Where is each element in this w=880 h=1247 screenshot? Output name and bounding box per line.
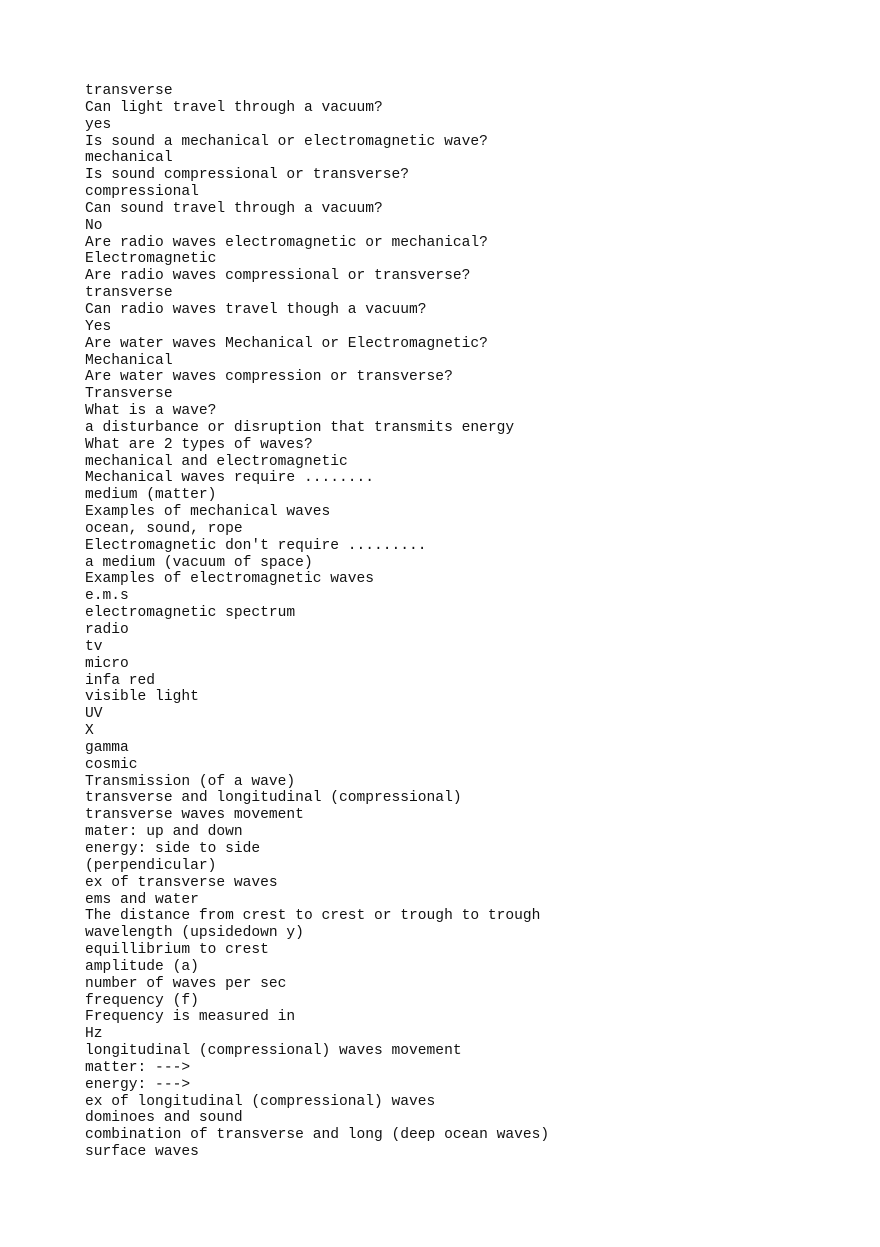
text-line: Transmission (of a wave) [85, 773, 296, 790]
text-line: Are water waves compression or transverse? [85, 369, 453, 386]
text-line: longitudinal (compressional) waves movement [85, 1043, 462, 1060]
text-line: Frequency is measured in [85, 1009, 296, 1026]
text-line: The distance from crest to crest or trough to trough [85, 908, 541, 925]
text-line: tv [85, 638, 103, 655]
text-line: medium (matter) [85, 487, 217, 504]
text-line: (perpendicular) [85, 857, 217, 874]
text-line: ems and water [85, 891, 199, 908]
text-line: energy: ---> [85, 1076, 191, 1093]
text-line: transverse waves movement [85, 807, 304, 824]
text-line: No [85, 217, 103, 234]
text-line: ex of longitudinal (compressional) waves [85, 1093, 436, 1110]
text-line: Can light travel through a vacuum? [85, 99, 383, 116]
text-line: X [85, 723, 94, 740]
text-line: Hz [85, 1026, 103, 1043]
text-line: ex of transverse waves [85, 874, 278, 891]
text-line: yes [85, 116, 112, 133]
text-line: Mechanical [85, 352, 173, 369]
text-line: transverse and longitudinal (compressional) [85, 790, 462, 807]
text-line: cosmic [85, 756, 138, 773]
text-line: Examples of mechanical waves [85, 504, 331, 521]
text-line: compressional [85, 184, 199, 201]
text-line: e.m.s [85, 588, 129, 605]
text-line: combination of transverse and long (deep ocean waves) [85, 1127, 550, 1144]
document-text [85, 83, 865, 1161]
text-line: UV [85, 706, 103, 723]
text-line: Is sound a mechanical or electromagnetic wave? [85, 133, 488, 150]
text-line: What are 2 types of waves? [85, 436, 313, 453]
text-line: infa red [85, 672, 156, 689]
text-line: Is sound compressional or transverse? [85, 167, 410, 184]
text-line: gamma [85, 739, 129, 756]
text-line: frequency (f) [85, 992, 199, 1009]
text-line: mechanical and electromagnetic [85, 453, 348, 470]
text-line: a disturbance or disruption that transmits energy [85, 419, 515, 436]
text-line: Can radio waves travel though a vacuum? [85, 301, 427, 318]
text-line: transverse [85, 83, 173, 99]
text-line: surface waves [85, 1144, 199, 1161]
text-line: mater: up and down [85, 824, 243, 841]
text-line: transverse [85, 285, 173, 302]
text-line: amplitude (a) [85, 958, 199, 975]
text-line: radio [85, 622, 129, 638]
text-line: Electromagnetic [85, 251, 217, 268]
text-line: Mechanical waves require ........ [85, 470, 375, 487]
text-line: Electromagnetic don't require ......... [85, 537, 427, 554]
text-line: electromagnetic spectrum [85, 605, 296, 622]
text-line: a medium (vacuum of space) [85, 554, 313, 571]
text-line: Are radio waves compressional or transverse? [85, 268, 471, 285]
text-line: number of waves per sec [85, 975, 287, 992]
text-line: ocean, sound, rope [85, 520, 243, 537]
text-line: Can sound travel through a vacuum? [85, 200, 383, 217]
text-line: mechanical [85, 150, 173, 167]
text-line: Yes [85, 318, 112, 335]
text-line: equillibrium to crest [85, 942, 269, 959]
text-line: Examples of electromagnetic waves [85, 571, 375, 588]
text-line: Are water waves Mechanical or Electromagnetic? [85, 335, 488, 352]
text-line: Transverse [85, 386, 173, 403]
text-line: matter: ---> [85, 1059, 191, 1076]
text-line: micro [85, 655, 129, 672]
text-line: What is a wave? [85, 403, 217, 420]
text-line: Are radio waves electromagnetic or mechanical? [85, 234, 488, 251]
text-line: dominoes and sound [85, 1110, 243, 1127]
text-line: visible light [85, 689, 199, 706]
text-line: energy: side to side [85, 840, 261, 857]
text-line: wavelength (upsidedown y) [85, 925, 304, 942]
